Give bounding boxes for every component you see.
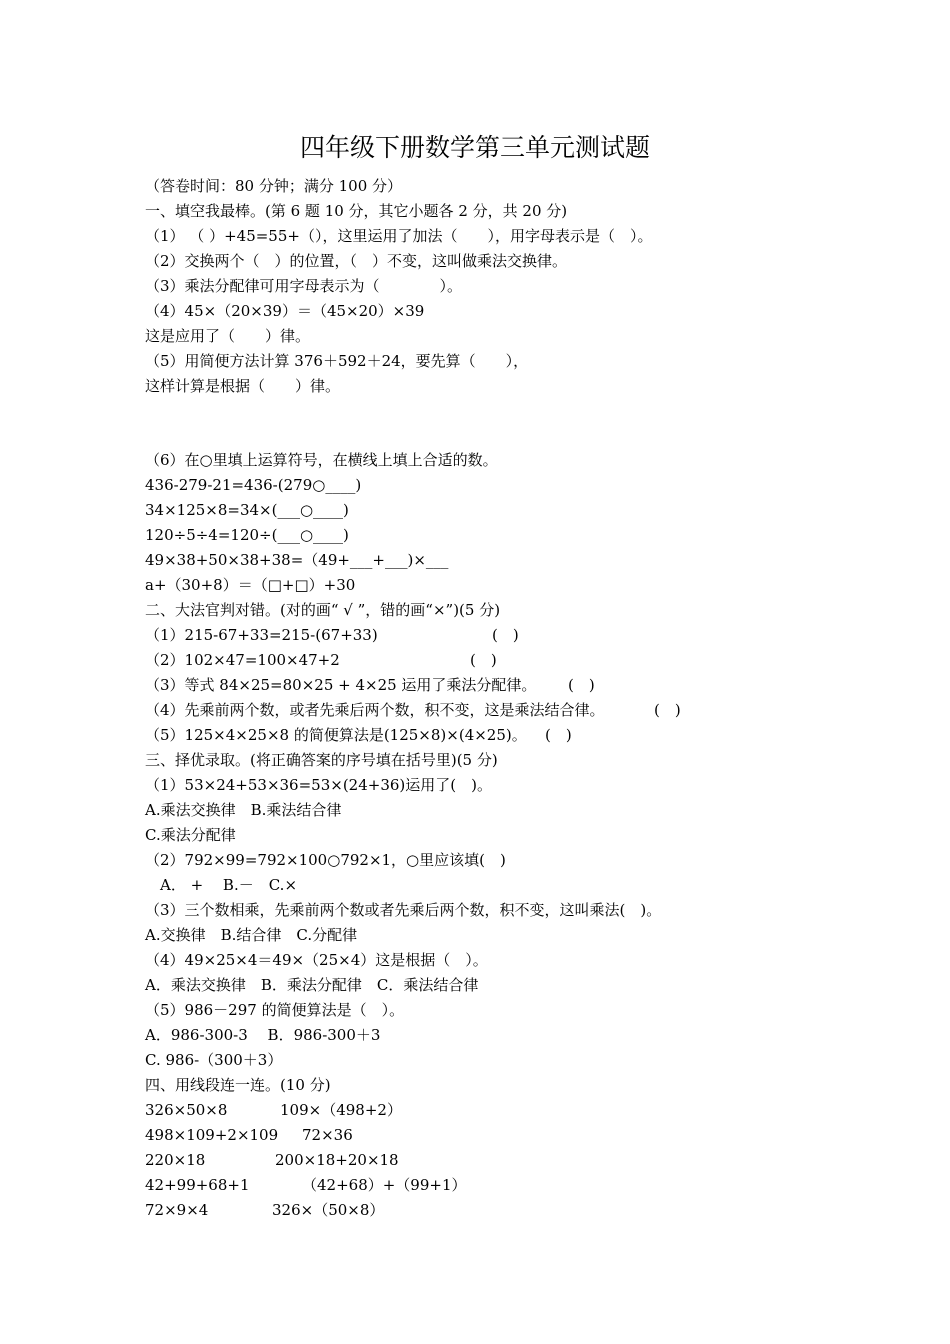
text-line: 72×9×4 [145, 1201, 209, 1219]
text-line: 220×18 [145, 1151, 206, 1169]
text-line: 二、大法官判对错。(对的画“ √ ”，错的画“×”)(5 分) [145, 601, 501, 619]
text-line: A.乘法交换律 B.乘法结合律 [145, 801, 342, 819]
text-line: （6）在○里填上运算符号，在横线上填上合适的数。 [145, 451, 498, 469]
match-right-item: （42+68）+（99+1） [302, 1176, 467, 1194]
page-title: 四年级下册数学第三单元测试题 [299, 133, 650, 162]
text-line: a+（30+8）＝（□+□）+30 [145, 576, 356, 594]
text-line: A．986-300-3 B．986-300＋3 [145, 1026, 381, 1044]
text-line: 三、择优录取。(将正确答案的序号填在括号里)(5 分) [145, 751, 498, 769]
text-line: （1） （ ）+45=55+（），这里运用了加法（ ），用字母表示是（ ）。 [145, 227, 653, 245]
text-line: （3）等式 84×25=80×25 + 4×25 运用了乘法分配律。 [145, 676, 537, 694]
text-line: 四、用线段连一连。(10 分) [145, 1076, 331, 1094]
match-right-item: 109×（498+2） [280, 1101, 402, 1119]
text-line: 42+99+68+1 [145, 1176, 250, 1194]
text-line: （2）交换两个（ ）的位置，（ ）不变，这叫做乘法交换律。 [145, 252, 568, 270]
text-line: 498×109+2×109 [145, 1126, 279, 1144]
text-line: 436-279-21=436-(279○____) [145, 476, 362, 494]
text-line: 326×50×8 [145, 1101, 228, 1119]
text-line: 34×125×8=34×(___○____) [145, 501, 349, 519]
text-line: （4）45×（20×39）＝（45×20）×39 [145, 302, 425, 320]
text-line: （2）792×99=792×100○792×1，○里应该填( ) [145, 851, 506, 869]
text-line: 120÷5÷4=120÷(___○____) [145, 526, 349, 544]
match-right-item: 326×（50×8） [272, 1201, 385, 1219]
answer-bracket: ( ) [545, 726, 572, 744]
text-line: （1）215-67+33=215-(67+33) [145, 626, 378, 644]
text-line: 49×38+50×38+38=（49+___+___)×___ [145, 551, 449, 569]
match-right-item: 72×36 [302, 1126, 353, 1144]
text-line: （2）102×47=100×47+2 [145, 651, 340, 669]
text-line: A．乘法交换律 B．乘法分配律 C．乘法结合律 [145, 976, 479, 994]
text-line: （5）用简便方法计算 376＋592＋24，要先算（ ）， [145, 352, 529, 370]
text-line: A.交换律 B.结合律 C.分配律 [145, 926, 358, 944]
text-line: （1）53×24+53×36=53×(24+36)运用了( )。 [145, 776, 492, 794]
text-line: C.乘法分配律 [145, 826, 236, 844]
text-line: 这样计算是根据（ ）律。 [145, 377, 341, 395]
text-line: 一、填空我最棒。(第 6 题 10 分，其它小题各 2 分，共 20 分) [145, 202, 568, 220]
text-line: C. 986-（300＋3） [145, 1051, 283, 1069]
text-line: （答卷时间：80 分钟；满分 100 分） [145, 177, 403, 195]
text-line: 这是应用了（ ）律。 [145, 327, 311, 345]
match-right-item: 200×18+20×18 [275, 1151, 399, 1169]
text-line: （3）三个数相乘，先乘前两个数或者先乘后两个数，积不变，这叫乘法( )。 [145, 901, 662, 919]
text-line: （3）乘法分配律可用字母表示为（ ）。 [145, 277, 463, 295]
answer-bracket: ( ) [470, 651, 497, 669]
answer-bracket: ( ) [654, 701, 681, 719]
text-line: （4）49×25×4＝49×（25×4）这是根据（ ）。 [145, 951, 488, 969]
text-line: （5）125×4×25×8 的简便算法是(125×8)×(4×25)。 [145, 726, 527, 744]
answer-bracket: ( ) [492, 626, 519, 644]
answer-bracket: ( ) [568, 676, 595, 694]
text-line: （4）先乘前两个数，或者先乘后两个数，积不变，这是乘法结合律。 [145, 701, 605, 719]
text-line: （5）986－297 的简便算法是（ ）。 [145, 1001, 405, 1019]
text-line: A． + B.－ C.× [145, 876, 298, 894]
